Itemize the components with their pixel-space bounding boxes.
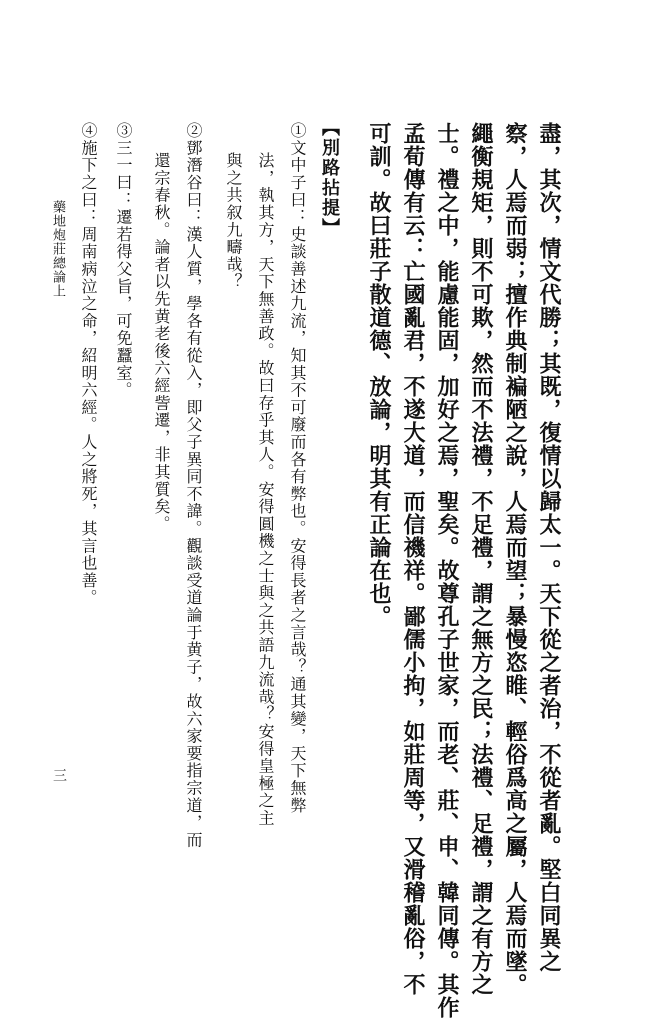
main-text-col-6: 可訓。故曰莊子散道德、放論，明其有正論在也。	[366, 122, 392, 628]
note-4: ④施下之曰：周南病泣之命，紹明六經。人之將死，其言也善。	[79, 122, 98, 607]
note-3: ③三一曰：遷若得父旨，可免蠶室。	[114, 122, 133, 399]
note-1-line-1: ①文中子曰：史談善述九流，知其不可廢而各有弊也。安得長者之言哉？通其變，天下無弊	[288, 122, 307, 814]
note-1-line-3: 與之共叙九疇哉？	[224, 152, 243, 291]
section-header: 【別路拈提】	[319, 118, 340, 238]
margin-book-title: 藥地炮莊總論上	[50, 200, 65, 298]
main-text-col-5: 孟荀傳有云：亡國亂君，不遂大道，而信禨祥。鄙儒小拘，如莊周等，又滑稽亂俗，不	[400, 122, 426, 996]
note-2-line-1: ②鄧潛谷曰：漢人質，學各有從入，即父子異同不諱。觀談受道論于黄子，故六家要指宗道，而	[184, 122, 203, 849]
main-text-col-1: 盡，其次，情文代勝；其既，復情以歸太一。天下從之者治，不從者亂。堅白同異之	[536, 122, 562, 973]
main-text-col-3: 繩衡規矩，則不可欺，然而不法禮，不足禮，謂之無方之民；法禮、足禮，謂之有方之	[468, 122, 494, 996]
note-1-line-2: 法，執其方，天下無善政。故曰存乎其人。安得圓機之士與之共語九流哉？安得皇極之主	[256, 152, 275, 827]
note-2-line-2: 還宗春秋。論者以先黄老後六經訾遷，非其質矣。	[152, 152, 171, 533]
page-number: 三	[51, 768, 67, 782]
main-text-col-4: 士。禮之中，能慮能固，加好之焉，聖矣。故尊孔子世家，而老、莊、申、韓同傳。其作	[434, 122, 460, 1019]
main-text-col-2: 察，人焉而弱；擅作典制褊陋之說，人焉而望；暴慢恣睢、輕俗爲高之屬，人焉而墜。	[502, 122, 528, 996]
